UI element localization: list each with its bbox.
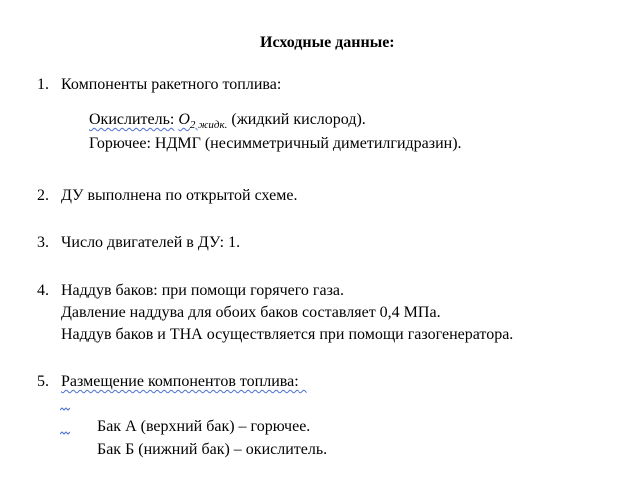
item-4-line-2: Давление наддува для обоих баков составляет 0,4 МПа. — [61, 304, 441, 321]
item-4-line-3: Наддув баков и ТНА осуществляется при помощи газогенератора. — [61, 326, 514, 343]
oxidizer-description: (жидкий кислород). — [231, 111, 366, 128]
oxidizer-label: Окислитель: — [89, 111, 175, 128]
item-5-trailing-space — [299, 373, 307, 390]
oxidizer-formula-sub: 2 жидк. — [189, 119, 228, 131]
oxidizer-formula-main: O — [178, 111, 190, 128]
oxidizer-line — [89, 110, 366, 135]
item-2-text: ДУ выполнена по открытой схеме. — [61, 187, 298, 204]
list-number-5: 5. — [37, 373, 49, 390]
item-4-text: Наддув баков: при помощи горячего газа. — [61, 282, 345, 299]
page-title: Исходные данные: — [260, 34, 395, 51]
oxidizer-formula — [178, 111, 228, 131]
item-3-text: Число двигателей в ДУ: 1. — [61, 234, 241, 251]
spellcheck-mark-2 — [60, 431, 70, 435]
list-number-3: 3. — [37, 234, 49, 251]
item-5-text — [61, 372, 307, 392]
item-1-text: Компоненты ракетного топлива: — [61, 76, 282, 93]
spellcheck-mark-1 — [60, 407, 70, 411]
list-number-1: 1. — [37, 76, 49, 93]
item-5-label: Размещение компонентов топлива: — [61, 373, 299, 390]
list-number-4: 4. — [37, 282, 49, 299]
fuel-line: Горючее: НДМГ (несимметричный диметилгидразин). — [89, 135, 462, 152]
tank-a-line: Бак А (верхний бак) – горючее. — [97, 418, 311, 435]
tank-b-line: Бак Б (нижний бак) – окислитель. — [97, 441, 328, 458]
list-number-2: 2. — [37, 187, 49, 204]
